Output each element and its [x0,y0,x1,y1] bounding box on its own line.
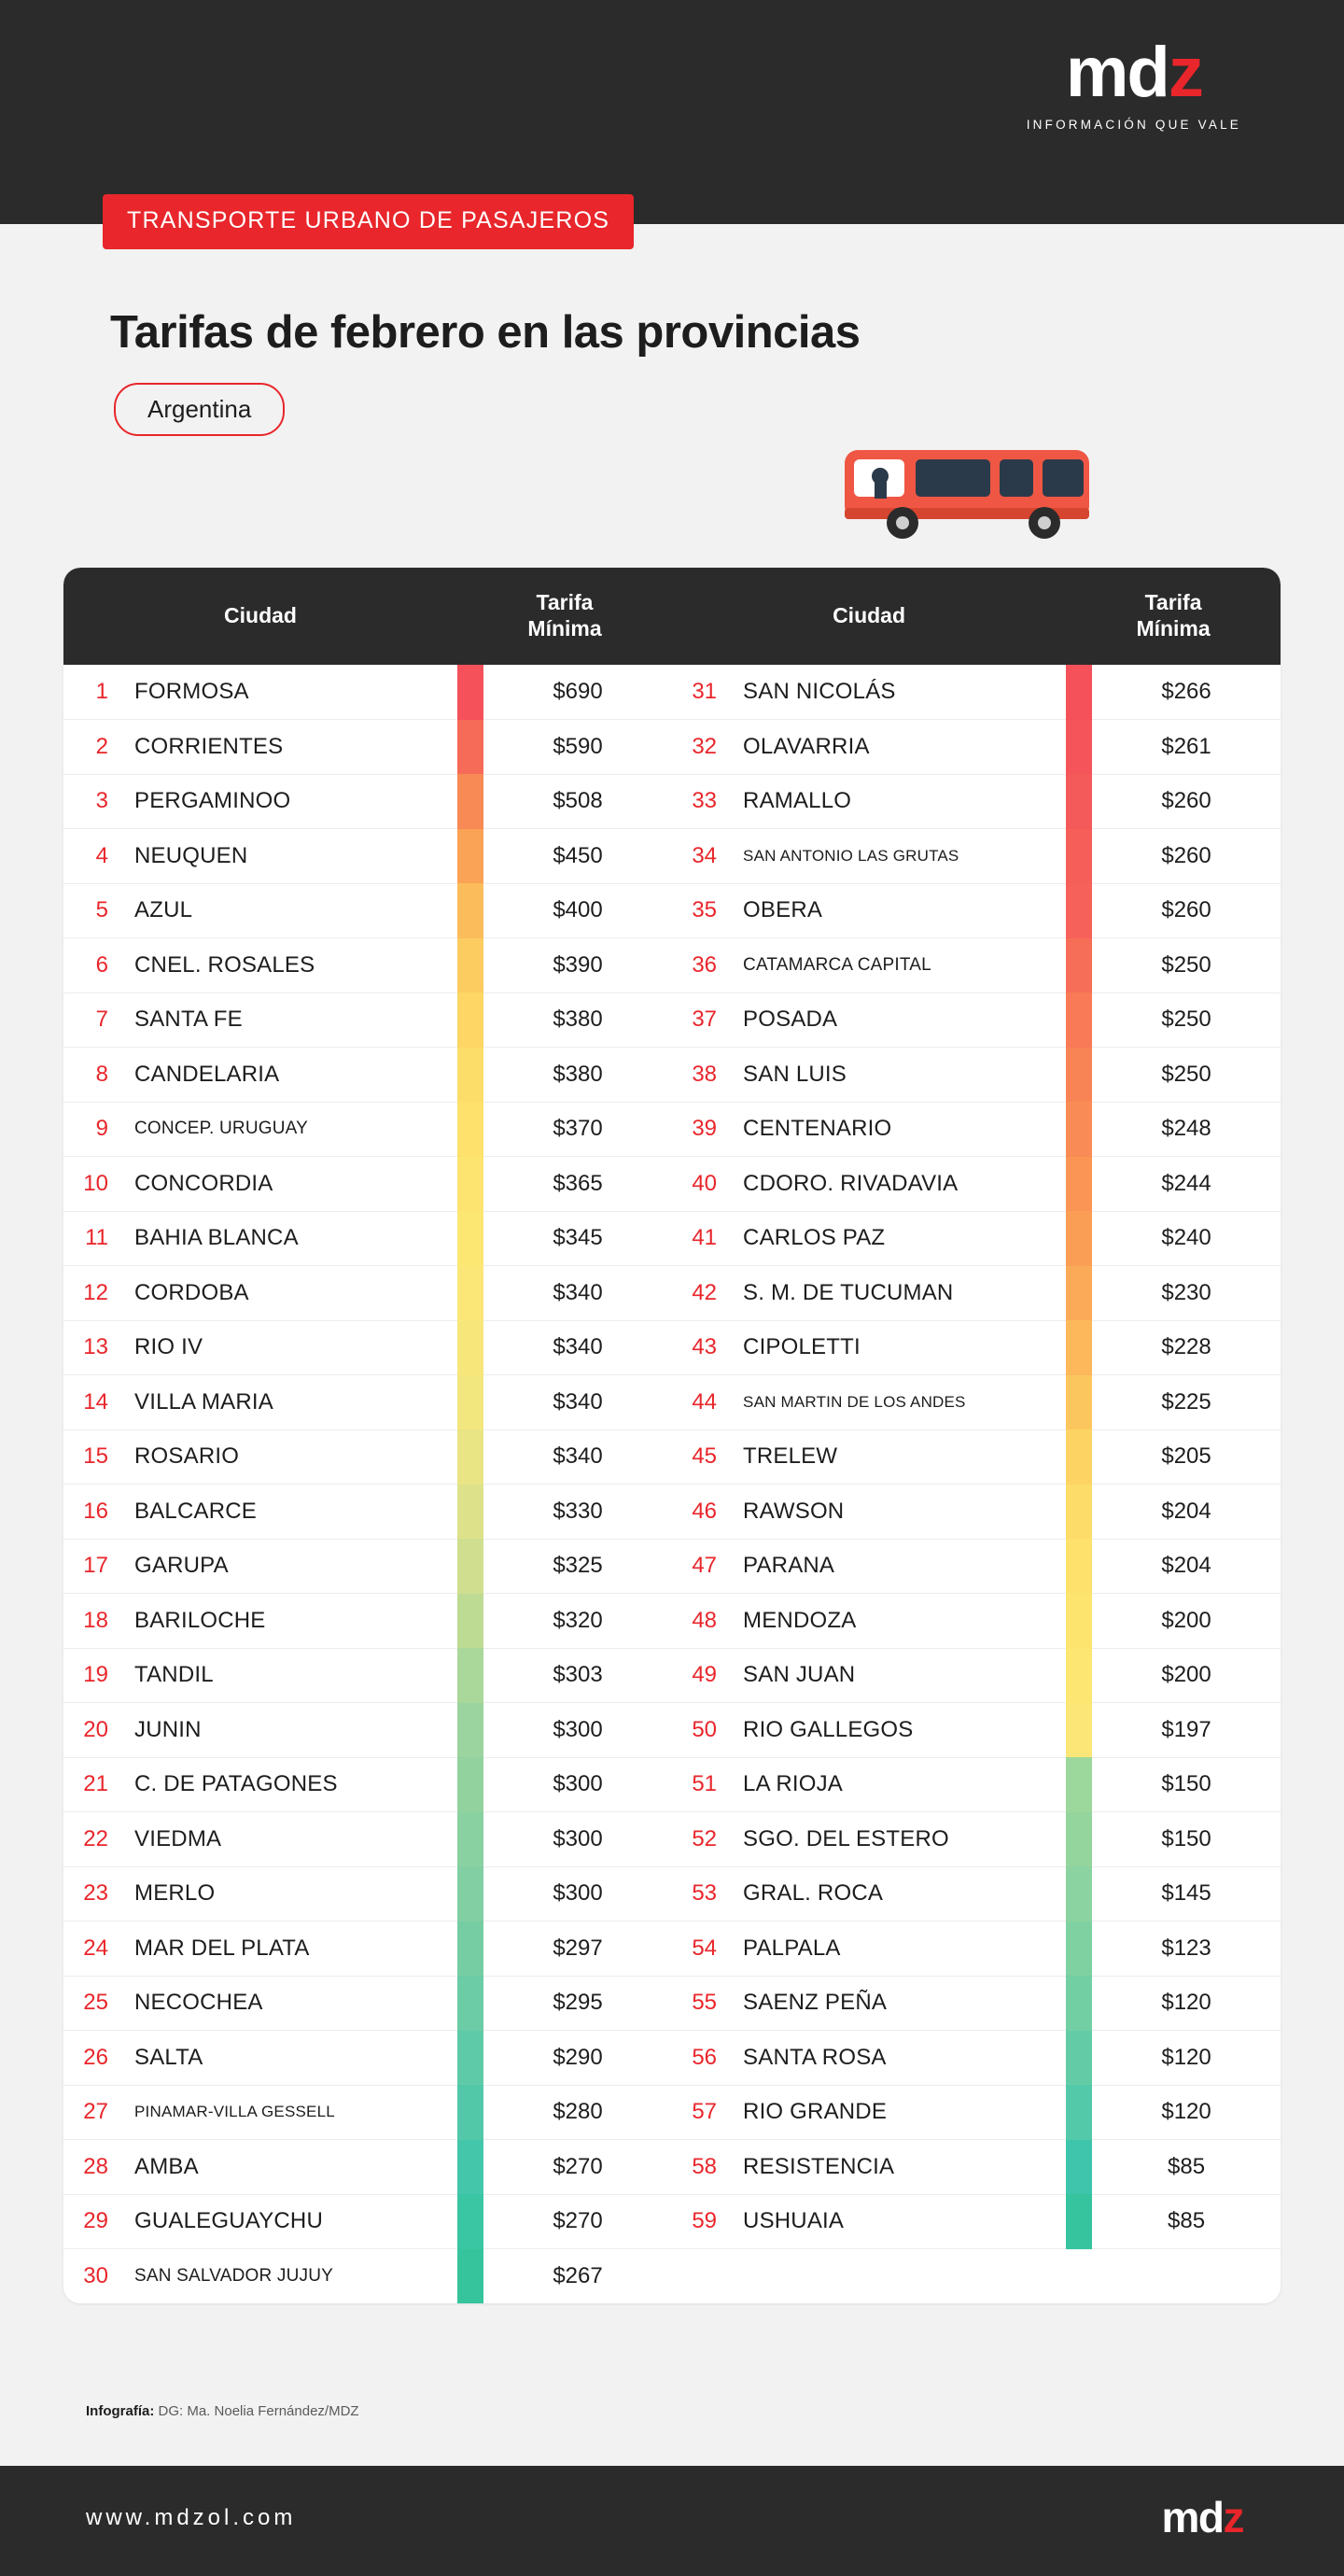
row-city: PALPALA [730,1921,1066,1977]
row-rank: 1 [63,665,121,720]
row-rank: 6 [63,938,121,993]
row-fare: $150 [1092,1812,1281,1867]
row-rank: 12 [63,1266,121,1321]
table-row [63,1211,1281,1266]
row-fare: $270 [483,2194,672,2249]
fare-color-bar [1066,720,1092,775]
row-fare: $150 [1092,1757,1281,1812]
page-title: Tarifas de febrero en las provincias [110,307,861,358]
row-city: OBERA [730,883,1066,938]
credit-line [86,2403,359,2419]
row-city: SAN SALVADOR JUJUY [134,2266,333,2286]
fare-color-bar [457,1102,483,1157]
fare-color-bar [457,1320,483,1375]
row-rank: 40 [672,1157,730,1212]
row-fare: $380 [483,1048,672,1103]
table-row [63,1976,1281,2031]
row-city: BALCARCE [121,1485,457,1540]
row-rank: 18 [63,1594,121,1649]
header-city-left: Ciudad [63,568,457,665]
row-fare: $250 [1092,992,1281,1048]
fare-color-bar [1066,1211,1092,1266]
row-city: TRELEW [730,1429,1066,1485]
row-rank: 2 [63,720,121,775]
row-city: BARILOCHE [121,1594,457,1649]
row-city: SAN ANTONIO LAS GRUTAS [730,829,1066,884]
fare-color-bar [1066,829,1092,884]
footer-bar [0,2466,1344,2576]
row-rank: 54 [672,1921,730,1977]
row-fare: $120 [1092,2031,1281,2086]
fare-color-bar [457,1485,483,1540]
row-rank: 55 [672,1976,730,2031]
table-row [63,1703,1281,1758]
row-city: SGO. DEL ESTERO [730,1812,1066,1867]
row-fare: $250 [1092,1048,1281,1103]
fare-color-bar [1066,1976,1092,2031]
fare-color-bar [457,1757,483,1812]
row-fare: $300 [483,1812,672,1867]
bus-illustration [835,439,1115,551]
row-rank: 28 [63,2140,121,2195]
row-city: CIPOLETTI [730,1320,1066,1375]
logo-z: z [1168,33,1202,112]
row-city: VILLA MARIA [121,1375,457,1430]
row-city: SAN NICOLÁS [730,665,1066,720]
header-fare-left: Tarifa Mínima [457,568,672,665]
row-city: PERGAMINOO [121,774,457,829]
row-rank: 8 [63,1048,121,1103]
row-rank: 11 [63,1211,121,1266]
table-row [63,2249,1281,2304]
row-fare: $590 [483,720,672,775]
row-city: CONCORDIA [121,1157,457,1212]
row-rank: 39 [672,1102,730,1157]
table-row [63,2140,1281,2195]
fare-color-bar [1066,1429,1092,1485]
row-fare: $250 [1092,938,1281,993]
row-rank: 58 [672,2140,730,2195]
row-city: AMBA [121,2140,457,2195]
row-city: SANTA FE [121,992,457,1048]
row-city: AZUL [121,883,457,938]
table-row [63,992,1281,1048]
row-rank: 14 [63,1375,121,1430]
row-fare: $200 [1092,1648,1281,1703]
row-fare: $228 [1092,1320,1281,1375]
fare-color-bar [457,665,483,720]
fare-color-bar [1066,774,1092,829]
row-rank: 59 [672,2194,730,2249]
fare-color-bar [457,1594,483,1649]
row-fare: $260 [1092,829,1281,884]
row-rank: 20 [63,1703,121,1758]
fare-color-bar [1066,1594,1092,1649]
fare-color-bar [1066,1539,1092,1594]
fare-color-bar [457,2031,483,2086]
row-city: SAN JUAN [730,1648,1066,1703]
row-fare: $205 [1092,1429,1281,1485]
fare-color-bar [457,883,483,938]
fares-table [63,568,1281,2303]
row-rank: 29 [63,2194,121,2249]
fare-color-bar [1066,1757,1092,1812]
row-fare: $260 [1092,774,1281,829]
fare-color-bar [457,1211,483,1266]
fare-color-bar [457,938,483,993]
row-fare: $390 [483,938,672,993]
row-city: MENDOZA [730,1594,1066,1649]
row-fare: $340 [483,1320,672,1375]
fare-color-bar [457,1157,483,1212]
fare-color-bar [1066,1048,1092,1103]
row-city: MERLO [121,1866,457,1921]
row-city: CONCEP. URUGUAY [121,1102,457,1157]
row-city: POSADA [730,992,1066,1048]
table-row [63,938,1281,993]
row-rank: 17 [63,1539,121,1594]
table-row [63,1485,1281,1540]
row-rank: 16 [63,1485,121,1540]
row-fare: $340 [483,1375,672,1430]
row-city: CANDELARIA [121,1048,457,1103]
table-row [63,1648,1281,1703]
row-rank: 34 [672,829,730,884]
fare-color-bar [1066,1266,1092,1321]
row-rank: 36 [672,938,730,993]
fare-color-bar [457,720,483,775]
header-fare-right: Tarifa Mínima [1066,568,1281,665]
row-rank: 7 [63,992,121,1048]
row-rank: 32 [672,720,730,775]
fare-color-bar [1066,2194,1092,2249]
table-row [63,1812,1281,1867]
row-fare: $260 [1092,883,1281,938]
row-rank: 57 [672,2085,730,2140]
row-city: PINAMAR-VILLA GESSELL [121,2085,457,2140]
row-fare: $230 [1092,1266,1281,1321]
table-row [63,665,1281,720]
row-rank: 44 [672,1375,730,1430]
row-rank: 43 [672,1320,730,1375]
fare-color-bar [457,774,483,829]
fare-color-bar [1066,1866,1092,1921]
row-city: RIO GALLEGOS [730,1703,1066,1758]
row-fare: $85 [1092,2194,1281,2249]
row-fare: $204 [1092,1485,1281,1540]
row-rank: 56 [672,2031,730,2086]
row-rank: 27 [63,2085,121,2140]
row-rank: 37 [672,992,730,1048]
header-bar [0,0,1344,224]
fare-color-bar [1066,938,1092,993]
table-row [63,1866,1281,1921]
row-city: FORMOSA [121,665,457,720]
row-rank: 19 [63,1648,121,1703]
row-fare: $290 [483,2031,672,2086]
fare-color-bar [1066,883,1092,938]
row-fare: $248 [1092,1102,1281,1157]
table-row [63,774,1281,829]
category-ribbon: TRANSPORTE URBANO DE PASAJEROS [103,194,634,249]
row-city: NEUQUEN [121,829,457,884]
logo-md: md [1065,33,1169,112]
row-rank: 50 [672,1703,730,1758]
row-rank: 47 [672,1539,730,1594]
row-fare: $340 [483,1266,672,1321]
row-rank: 45 [672,1429,730,1485]
table-head [63,568,1281,665]
row-fare: $120 [1092,2085,1281,2140]
row-city: OLAVARRIA [730,720,1066,775]
row-rank: 5 [63,883,121,938]
row-fare: $330 [483,1485,672,1540]
row-rank: 10 [63,1157,121,1212]
table-row [63,1429,1281,1485]
mdz-logo [1026,33,1241,132]
fare-color-bar [1066,1320,1092,1375]
row-rank: 46 [672,1485,730,1540]
fare-color-bar [1066,1921,1092,1977]
row-fare: $204 [1092,1539,1281,1594]
row-city: SAN MARTIN DE LOS ANDES [730,1375,1066,1430]
fare-color-bar [1066,1102,1092,1157]
fare-color-bar [457,2085,483,2140]
fare-color-bar [1066,1703,1092,1758]
table-row [63,1539,1281,1594]
row-rank: 23 [63,1866,121,1921]
row-fare: $280 [483,2085,672,2140]
row-city: ROSARIO [121,1429,457,1485]
fare-color-bar [457,1539,483,1594]
row-rank: 41 [672,1211,730,1266]
row-fare: $340 [483,1429,672,1485]
fare-color-bar [457,2194,483,2249]
row-fare: $200 [1092,1594,1281,1649]
row-city: GARUPA [121,1539,457,1594]
table-row [63,1048,1281,1103]
row-rank: 9 [63,1102,121,1157]
table-row [63,1102,1281,1157]
row-rank: 15 [63,1429,121,1485]
row-rank: 3 [63,774,121,829]
row-rank: 31 [672,665,730,720]
fare-color-bar [1066,2031,1092,2086]
fare-color-bar [1066,2085,1092,2140]
row-rank: 13 [63,1320,121,1375]
country-pill: Argentina [114,383,285,436]
credit-label: Infografía: [86,2403,155,2419]
row-fare: $345 [483,1211,672,1266]
row-fare: $300 [483,1866,672,1921]
row-fare: $225 [1092,1375,1281,1430]
fare-color-bar [457,1048,483,1103]
row-rank: 52 [672,1812,730,1867]
table-row [63,883,1281,938]
fare-color-bar [457,1375,483,1430]
row-city: CENTENARIO [730,1102,1066,1157]
fare-color-bar [457,1703,483,1758]
row-fare: $145 [1092,1866,1281,1921]
row-city: RAWSON [730,1485,1066,1540]
row-rank: 51 [672,1757,730,1812]
row-fare: $320 [483,1594,672,1649]
row-city: NECOCHEA [121,1976,457,2031]
row-fare: $325 [483,1539,672,1594]
row-city: SANTA ROSA [730,2031,1066,2086]
fares-table-container [63,568,1281,2303]
table-row [63,1921,1281,1977]
row-fare: $197 [1092,1703,1281,1758]
row-fare: $85 [1092,2140,1281,2195]
fare-color-bar [1066,1485,1092,1540]
row-city: PARANA [730,1539,1066,1594]
header-city-right: Ciudad [672,568,1066,665]
row-fare: $690 [483,665,672,720]
table-row [63,1757,1281,1812]
row-fare: $365 [483,1157,672,1212]
empty-cell [1066,2249,1092,2304]
fare-color-bar [457,2249,483,2304]
row-city: RIO GRANDE [730,2085,1066,2140]
row-city: S. M. DE TUCUMAN [730,1266,1066,1321]
row-rank: 22 [63,1812,121,1867]
table-row [63,1375,1281,1430]
table-row [63,829,1281,884]
row-fare: $295 [483,1976,672,2031]
fare-color-bar [457,1812,483,1867]
row-fare: $300 [483,1757,672,1812]
fare-color-bar [457,829,483,884]
table-row [63,720,1281,775]
row-fare: $123 [1092,1921,1281,1977]
row-city: MAR DEL PLATA [121,1921,457,1977]
fare-color-bar [457,2140,483,2195]
row-rank: 35 [672,883,730,938]
row-rank: 33 [672,774,730,829]
row-city: SAN LUIS [730,1048,1066,1103]
row-city: RAMALLO [730,774,1066,829]
row-fare: $508 [483,774,672,829]
table-row [63,2194,1281,2249]
fare-color-bar [457,992,483,1048]
row-fare: $400 [483,883,672,938]
row-city: USHUAIA [730,2194,1066,2249]
logo-tagline: INFORMACIÓN QUE VALE [1026,118,1241,132]
table-row [63,1594,1281,1649]
row-city: CNEL. ROSALES [121,938,457,993]
row-city: SALTA [121,2031,457,2086]
row-fare: $297 [483,1921,672,1977]
empty-cell [1092,2249,1281,2304]
table-row [63,1266,1281,1321]
logo-wordmark [1027,33,1241,112]
row-rank: 25 [63,1976,121,2031]
row-city: RESISTENCIA [730,2140,1066,2195]
footer-logo [1161,2493,1244,2541]
row-fare: $370 [483,1102,672,1157]
row-fare: $261 [1092,720,1281,775]
credit-text: DG: Ma. Noelia Fernández/MDZ [154,2403,359,2419]
fare-color-bar [1066,665,1092,720]
row-rank: 48 [672,1594,730,1649]
fare-color-bar [457,1266,483,1321]
header-row [63,568,1281,665]
row-rank: 26 [63,2031,121,2086]
row-rank: 53 [672,1866,730,1921]
empty-cell [672,2249,730,2304]
row-fare: $303 [483,1648,672,1703]
row-city: CATAMARCA CAPITAL [730,938,1066,993]
fare-color-bar [457,1429,483,1485]
row-rank: 38 [672,1048,730,1103]
fare-color-bar [1066,1648,1092,1703]
site-url: www.mdzol.com [86,2505,297,2530]
fare-color-bar [1066,1812,1092,1867]
footer-logo-md: md [1161,2493,1224,2541]
row-fare: $300 [483,1703,672,1758]
row-rank: 30 [83,2263,108,2288]
fare-color-bar [457,1648,483,1703]
row-fare: $244 [1092,1157,1281,1212]
row-fare: $240 [1092,1211,1281,1266]
table-body [63,665,1281,2303]
fare-color-bar [1066,2140,1092,2195]
row-rank: 24 [63,1921,121,1977]
row-fare: $267 [553,2263,603,2288]
row-rank: 21 [63,1757,121,1812]
footer-logo-z: z [1223,2493,1243,2541]
fare-color-bar [457,1976,483,2031]
fare-color-bar [457,1866,483,1921]
row-rank: 4 [63,829,121,884]
row-city: C. DE PATAGONES [121,1757,457,1812]
row-city: VIEDMA [121,1812,457,1867]
row-fare: $120 [1092,1976,1281,2031]
fare-color-bar [1066,992,1092,1048]
row-city: LA RIOJA [730,1757,1066,1812]
row-city: CORDOBA [121,1266,457,1321]
row-fare: $450 [483,829,672,884]
fare-color-bar [457,1921,483,1977]
table-row [63,1320,1281,1375]
row-fare: $380 [483,992,672,1048]
fare-color-bar [1066,1375,1092,1430]
row-rank: 49 [672,1648,730,1703]
fare-color-bar [1066,1157,1092,1212]
row-city: TANDIL [121,1648,457,1703]
row-city: SAENZ PEÑA [730,1976,1066,2031]
table-row [63,1157,1281,1212]
row-city: BAHIA BLANCA [121,1211,457,1266]
row-city: RIO IV [121,1320,457,1375]
row-city: CORRIENTES [121,720,457,775]
table-row [63,2031,1281,2086]
row-city: GRAL. ROCA [730,1866,1066,1921]
row-city: GUALEGUAYCHU [121,2194,457,2249]
row-rank: 42 [672,1266,730,1321]
table-row [63,2085,1281,2140]
row-fare: $266 [1092,665,1281,720]
empty-cell [730,2249,1066,2304]
row-fare: $270 [483,2140,672,2195]
row-city: JUNIN [121,1703,457,1758]
row-city: CARLOS PAZ [730,1211,1066,1266]
row-city: CDORO. RIVADAVIA [730,1157,1066,1212]
